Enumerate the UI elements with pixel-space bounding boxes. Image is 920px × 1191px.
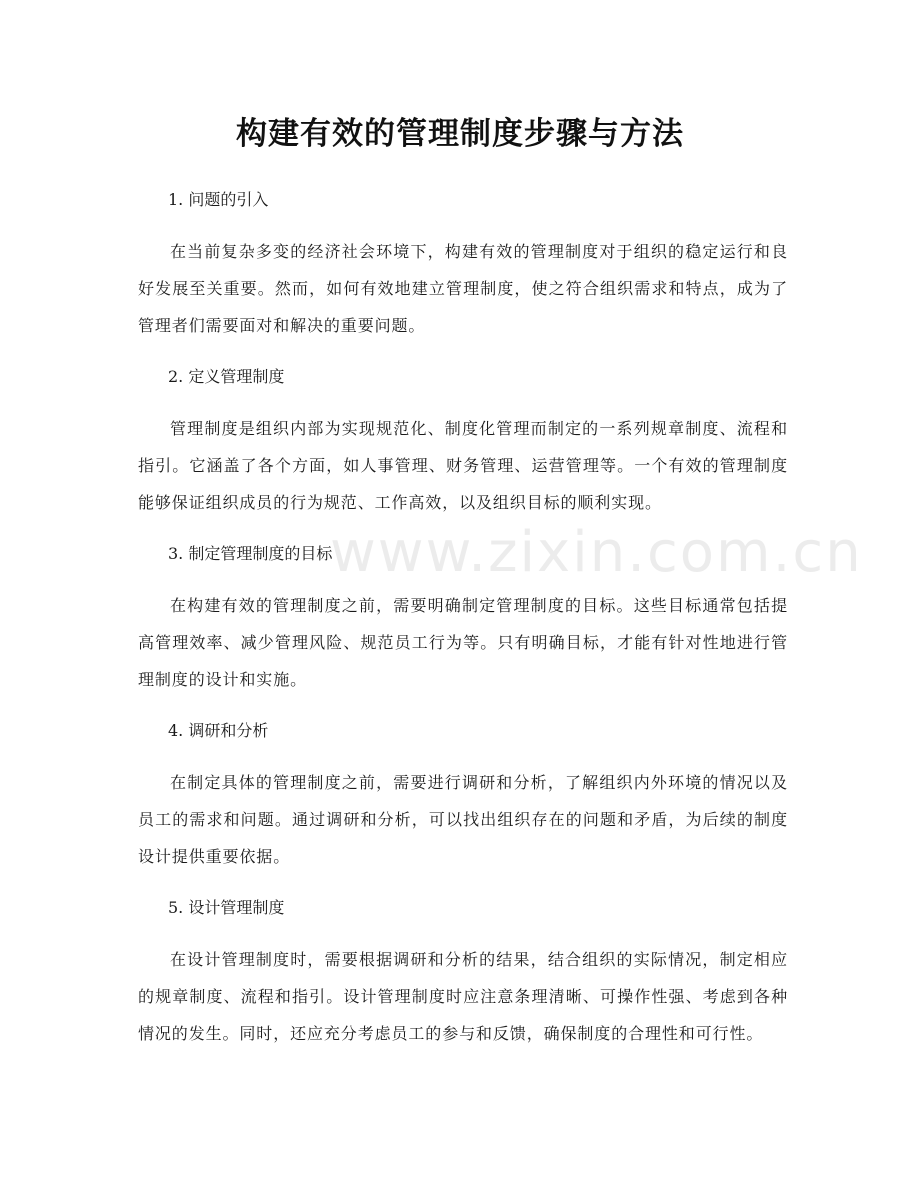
section-paragraph: 管理制度是组织内部为实现规范化、制度化管理而制定的一系列规章制度、流程和指引。它涵盖了各个方面，如人事管理、财务管理、运营管理等。一个有效的管理制度能够保证组织成员的行为规范、工作高效，以及组织目标的顺利实现。 <box>138 419 788 512</box>
section-4 <box>138 715 788 875</box>
document-title: 构建有效的管理制度步骤与方法 <box>236 116 684 152</box>
section-heading: 5. 设计管理制度 <box>168 898 285 917</box>
section-3 <box>138 538 788 698</box>
section-paragraph: 在构建有效的管理制度之前，需要明确制定管理制度的目标。这些目标通常包括提高管理效率、减少管理风险、规范员工行为等。只有明确目标，才能有针对性地进行管理制度的设计和实施。 <box>138 596 788 689</box>
section-paragraph: 在当前复杂多变的经济社会环境下，构建有效的管理制度对于组织的稳定运行和良好发展至关重要。然而，如何有效地建立管理制度，使之符合组织需求和特点，成为了管理者们需要面对和解决的重要问题。 <box>138 242 788 335</box>
section-heading: 1. 问题的引入 <box>168 190 269 209</box>
section-2 <box>138 361 788 521</box>
section-5 <box>138 892 788 1052</box>
section-paragraph: 在设计管理制度时，需要根据调研和分析的结果，结合组织的实际情况，制定相应的规章制度、流程和指引。设计管理制度时应注意条理清晰、可操作性强、考虑到各种情况的发生。同时，还应充分考虑员工的参与和反馈，确保制度的合理性和可行性。 <box>138 950 788 1043</box>
section-heading: 4. 调研和分析 <box>168 721 269 740</box>
watermark: www.zixin.com.cn <box>330 520 863 585</box>
section-heading: 3. 制定管理制度的目标 <box>168 544 333 563</box>
section-heading: 2. 定义管理制度 <box>168 367 285 386</box>
document-body <box>138 184 863 1069</box>
section-1 <box>138 184 788 344</box>
section-paragraph: 在制定具体的管理制度之前，需要进行调研和分析，了解组织内外环境的情况以及员工的需求和问题。通过调研和分析，可以找出组织存在的问题和矛盾，为后续的制度设计提供重要依据。 <box>138 773 788 866</box>
